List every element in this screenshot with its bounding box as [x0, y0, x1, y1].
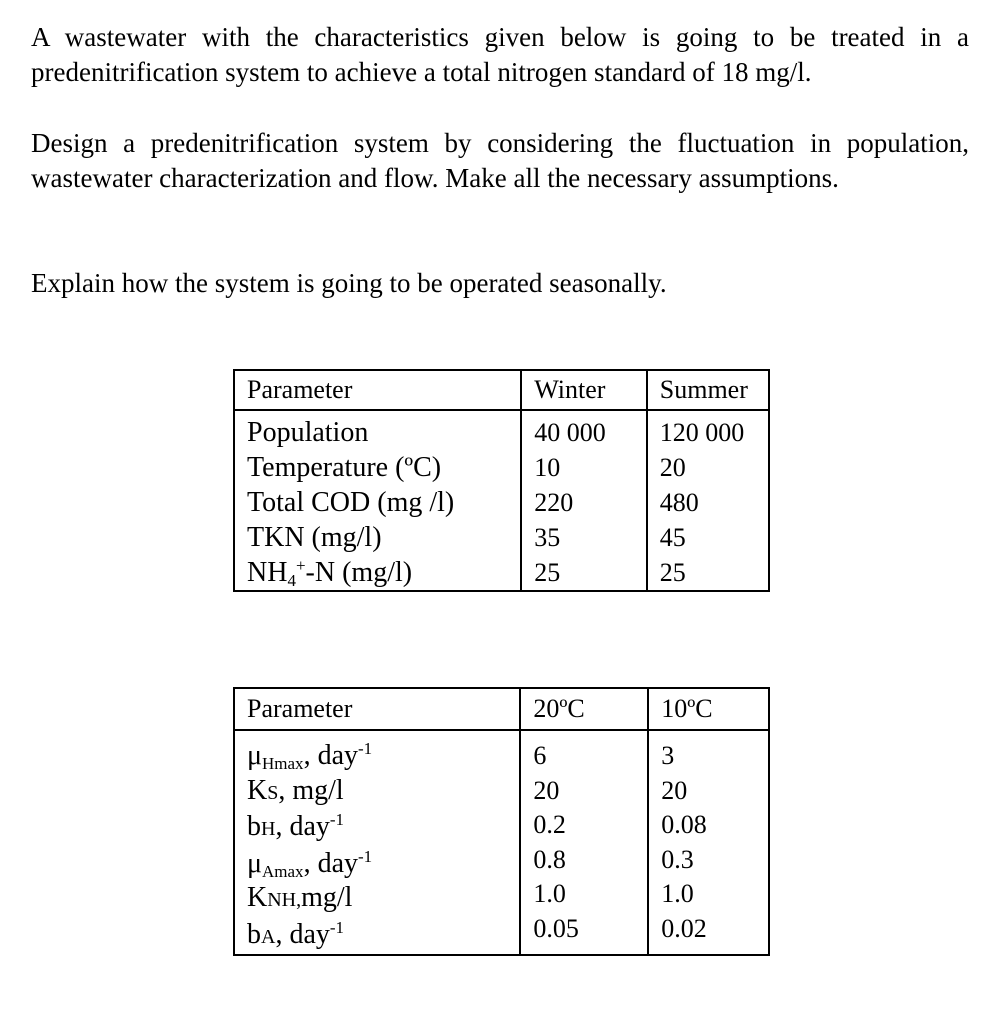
- winter-population: 40 000: [534, 418, 606, 447]
- header-summer: Summer: [647, 370, 769, 410]
- param-mu-hmax: $\mu_{Hmax}$, day$^{-1}$: [247, 739, 373, 773]
- value-20c-ks: 20: [533, 775, 560, 805]
- parameter-column: [234, 730, 520, 955]
- value-10c-ks: 20: [661, 775, 688, 805]
- param-total-cod: Total COD (mg /l): [247, 487, 455, 518]
- kinetic-parameters-table: [233, 687, 770, 956]
- column-20c: [520, 730, 648, 955]
- param-population: Population: [247, 417, 369, 448]
- header-parameter: Parameter: [234, 370, 521, 410]
- summer-population: 120 000: [659, 418, 745, 447]
- winter-temperature: 10: [534, 453, 561, 482]
- winter-column: [521, 410, 646, 591]
- value-20c-mu-hmax: 6: [533, 741, 547, 770]
- value-20c-knh: 1.0: [533, 879, 566, 908]
- value-10c-mu-hmax: 3: [661, 741, 675, 770]
- winter-ammonium: 25: [534, 558, 561, 587]
- header-parameter: Parameter: [234, 688, 520, 730]
- table-body-row: [234, 730, 769, 955]
- summer-column: [647, 410, 769, 591]
- intro-paragraph: A wastewater with the characteristics given below is going to be treated in a predenitrification system to achieve a total nitrogen standard of 18 mg/l.: [31, 22, 969, 87]
- header-winter: Winter: [521, 370, 646, 410]
- summer-total-cod: 480: [659, 488, 699, 517]
- winter-tkn: 35: [534, 523, 561, 552]
- column-10c: [648, 730, 769, 955]
- value-10c-ba: 0.02: [661, 913, 707, 943]
- summer-ammonium: 25: [659, 558, 686, 587]
- summer-temperature: 20: [659, 453, 686, 482]
- param-ks: KS, mg/l: [247, 774, 344, 806]
- param-tkn: TKN (mg/l): [247, 522, 382, 553]
- table-body-row: [234, 410, 769, 591]
- wastewater-characteristics-table: [233, 369, 770, 592]
- param-ba: bA, day$^{-1}$: [247, 917, 345, 950]
- value-20c-mu-amax: 0.8: [533, 844, 566, 874]
- param-mu-amax: $\mu_{Amax}$, day$^{-1}$: [247, 846, 373, 881]
- value-10c-knh: 1.0: [661, 879, 694, 908]
- summer-tkn: 45: [659, 523, 686, 552]
- parameter-column: [234, 410, 521, 591]
- design-paragraph: Design a predenitrification system by considering the fluctuation in population, wastewater characterization and flow. Make all the necessary assumptions.: [31, 128, 969, 193]
- table-header-row: [234, 370, 769, 410]
- header-10c: 10ºC: [648, 688, 769, 730]
- param-temperature: Temperature (ºC): [247, 452, 442, 483]
- value-10c-bh: 0.08: [661, 810, 707, 839]
- value-20c-bh: 0.2: [533, 810, 566, 839]
- value-20c-ba: 0.05: [533, 913, 579, 943]
- value-10c-mu-amax: 0.3: [661, 844, 694, 874]
- param-knh: KNH,mg/l: [247, 882, 353, 913]
- operation-paragraph: Explain how the system is going to be operated seasonally.: [31, 268, 667, 298]
- header-20c: 20ºC: [520, 688, 648, 730]
- param-bh: bH, day$^{-1}$: [247, 810, 345, 842]
- param-ammonium: $NH_4^+-N$ (mg/l): [247, 556, 413, 590]
- winter-total-cod: 220: [534, 488, 574, 517]
- table-header-row: [234, 688, 769, 730]
